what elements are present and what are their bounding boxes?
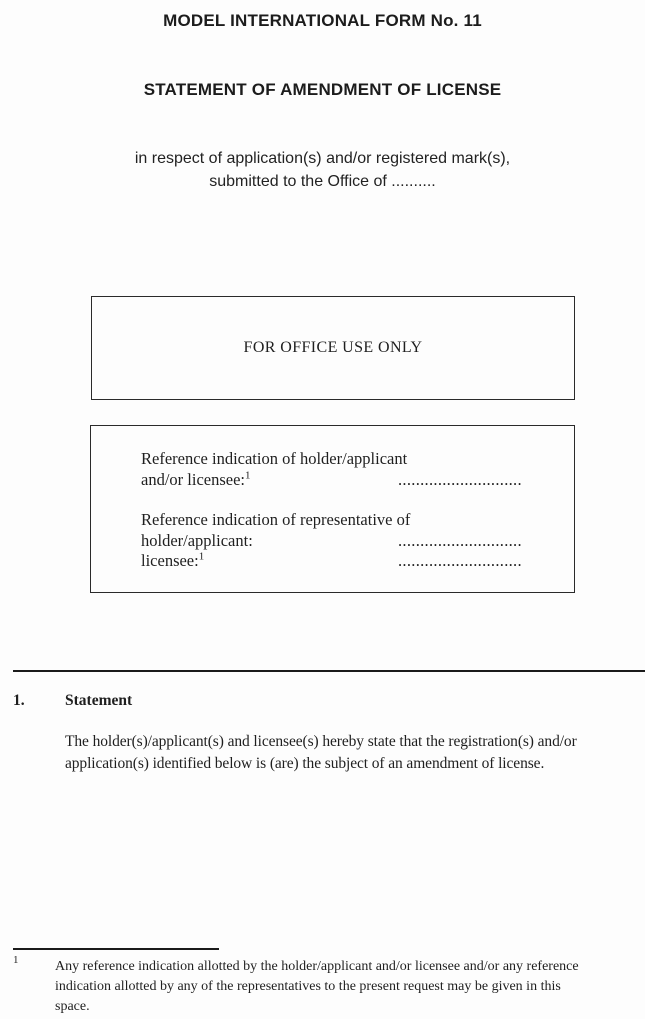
form-subtitle: STATEMENT OF AMENDMENT OF LICENSE [143, 80, 502, 99]
footnote-1-marker: 1 [13, 954, 19, 966]
reference-row [141, 449, 574, 470]
reference-row [141, 510, 574, 531]
reference-row [141, 551, 574, 572]
footnote-ref-1: 1 [198, 550, 205, 563]
form-title: MODEL INTERNATIONAL FORM No. 11 [163, 11, 482, 30]
footnote-1-text: Any reference indication allotted by the holder/applicant and/or licensee and/or any reference indication allotted by any of the representatives to the present request may be given in this space. [55, 959, 579, 1014]
footnote-ref-1: 1 [245, 469, 251, 481]
intro-line-1: in respect of application(s) and/or registered mark(s), [134, 150, 511, 167]
section-separator-line [13, 670, 645, 672]
representative-licensee-label: licensee: [141, 551, 199, 570]
section-1-number: 1. [13, 692, 25, 709]
reference-indication-box [90, 425, 575, 593]
intro-line-2: submitted to the Office of .......... [209, 173, 436, 190]
holder-licensee-value-dots: ............................ [398, 469, 522, 489]
representative-holder-label: holder/applicant: [141, 530, 253, 550]
intro-text [0, 147, 645, 193]
section-1-heading: Statement [65, 692, 133, 709]
representative-label-line1: Reference indication of representative of [141, 510, 411, 529]
office-use-box [91, 296, 575, 400]
representative-licensee-value-dots: ............................ [398, 551, 522, 570]
footnote-separator-line [13, 948, 219, 950]
reference-row [141, 531, 574, 552]
section-1-body: The holder(s)/applicant(s) and licensee(s) hereby state that the registration(s) and/or application(s) identified below is (are) the subject of an amendment of license. [65, 733, 577, 772]
office-use-label: FOR OFFICE USE ONLY [243, 339, 423, 356]
representative-holder-value-dots: ............................ [398, 530, 522, 550]
holder-licensee-label-line1: Reference indication of holder/applicant [141, 449, 408, 468]
holder-licensee-label-line2: and/or licensee: [141, 469, 245, 489]
reference-row [141, 470, 574, 491]
